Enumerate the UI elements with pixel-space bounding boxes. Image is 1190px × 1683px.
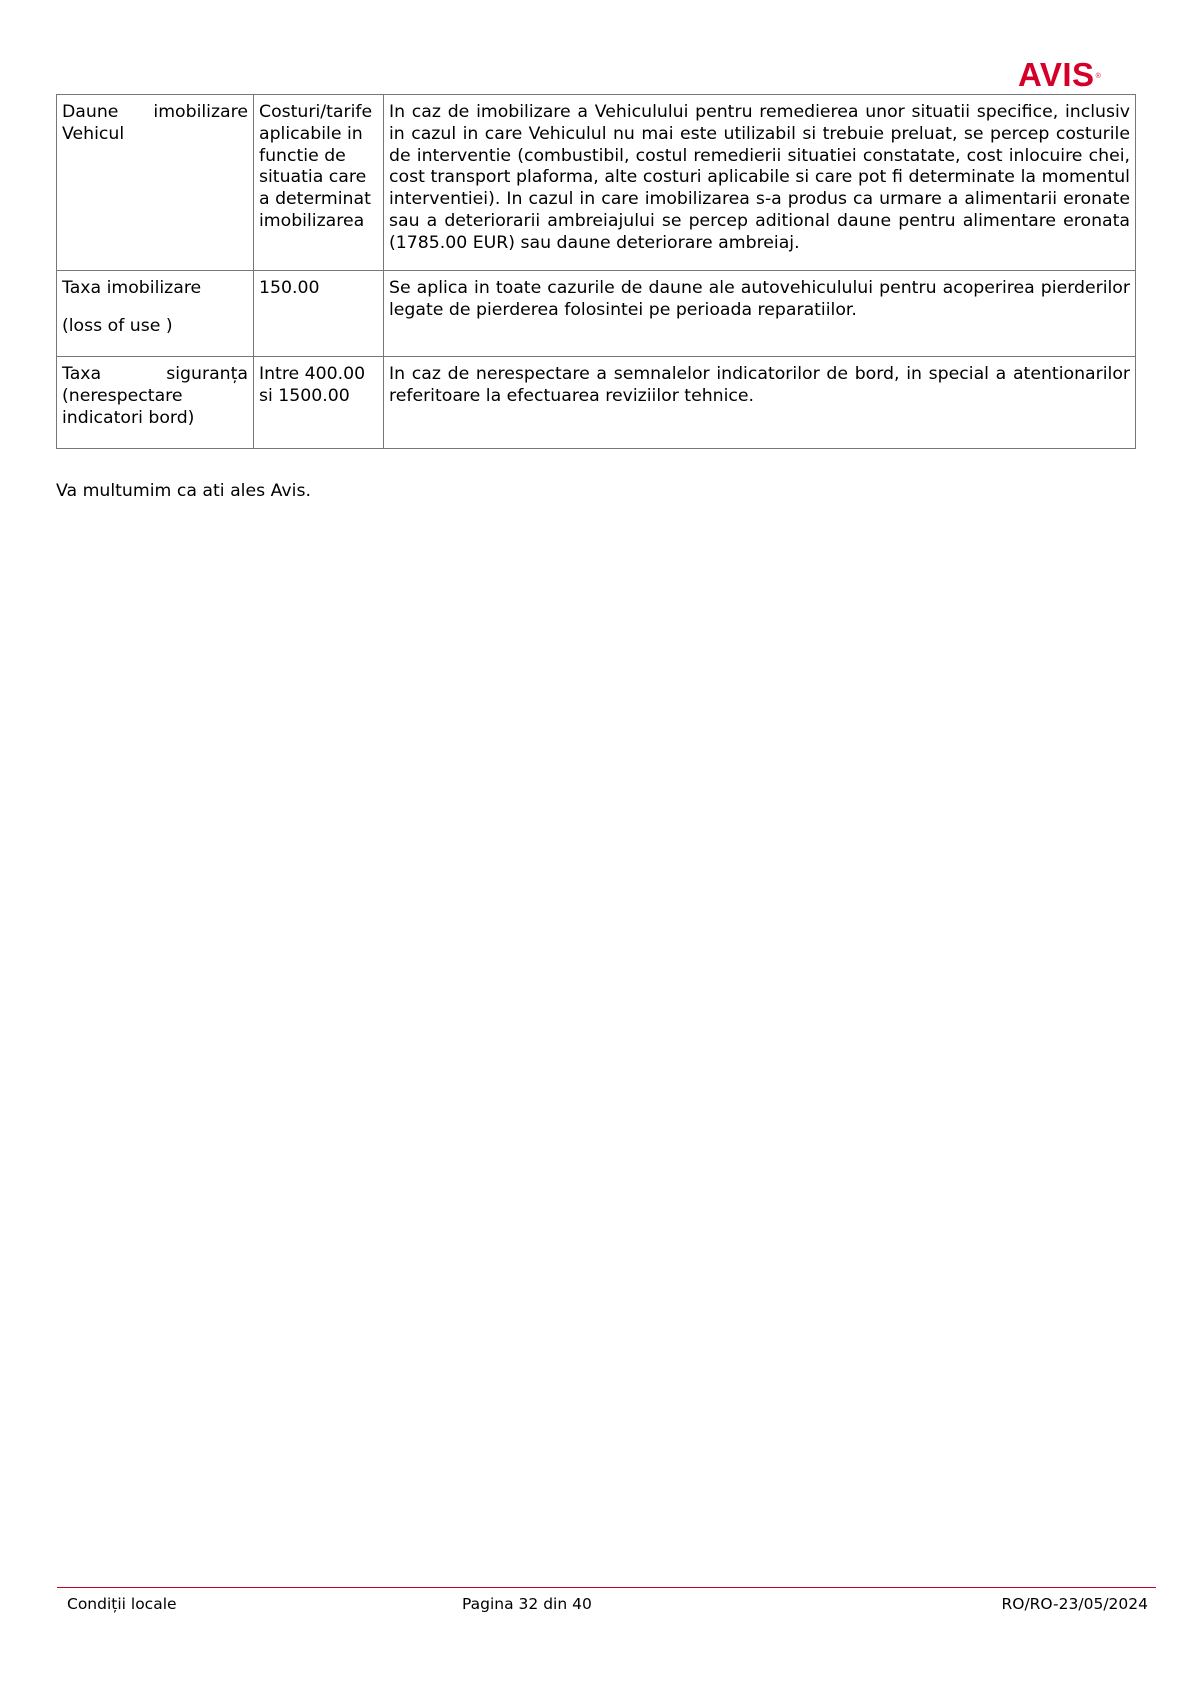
fee-name-cell — [57, 271, 254, 357]
fee-name-subtitle: (loss of use ) — [62, 315, 173, 336]
table-row — [57, 357, 1136, 449]
footer-version: RO/RO-23/05/2024 — [1001, 1595, 1148, 1613]
fee-cost: Intre 400.00 si 1500.00 — [259, 364, 366, 406]
fee-cost: 150.00 — [259, 278, 320, 298]
footer-page-number: Pagina 32 din 40 — [462, 1595, 592, 1613]
fee-description-cell — [384, 95, 1136, 271]
footer-rule — [57, 1587, 1156, 1588]
table-row — [57, 95, 1136, 271]
footer-document-title: Condiții locale — [67, 1595, 177, 1613]
trademark-symbol: ® — [1095, 73, 1102, 80]
fee-name-cell — [57, 95, 254, 271]
fee-cost-cell — [254, 271, 384, 357]
closing-text: Va multumim ca ati ales Avis. — [56, 481, 311, 501]
logo-text: AVIS — [1018, 56, 1095, 93]
table-row — [57, 271, 1136, 357]
fee-name: Taxa imobilizare — [62, 278, 202, 298]
fee-description: In caz de imobilizare a Vehiculului pentru remedierea unor situatii specifice, inclusiv in cazul in care Vehiculul nu mai este utilizabil si trebuie preluat, se percep costurile de interventie (combustibil, costul remedierii situatiei constatate, cost inlocuire chei, cost transport plaforma, alte costuri aplicabile si care pot fi determinate la momentul interventiei). In cazul in care imobilizarea s-a produs ca urmare a alimentarii eronate sau a deteriorarii ambreiajului se percep aditional daune pentru alimentare eronata (1785.00 EUR) sau daune deteriorare ambreiaj. — [389, 102, 1130, 253]
fee-name: Taxa siguranța (nerespectare indicatori bord) — [62, 364, 248, 428]
fee-cost: Costuri/tarife aplicabile in functie de situatia care a determinat imobilizarea — [259, 102, 373, 231]
fees-table — [56, 94, 1136, 449]
fee-name: Daune imobilizare Vehicul — [62, 102, 248, 144]
fee-description-cell — [384, 357, 1136, 449]
fee-description-cell — [384, 271, 1136, 357]
fee-name-cell — [57, 357, 254, 449]
fee-description: In caz de nerespectare a semnalelor indicatorilor de bord, in special a atentionarilor referitoare la efectuarea reviziilor tehnice. — [389, 364, 1130, 406]
fee-cost-cell — [254, 95, 384, 271]
fee-description: Se aplica in toate cazurile de daune ale autovehiculului pentru acoperirea pierderilor legate de pierderea folosintei pe perioada reparatiilor. — [389, 278, 1130, 320]
fee-cost-cell — [254, 357, 384, 449]
avis-logo — [1018, 58, 1101, 92]
